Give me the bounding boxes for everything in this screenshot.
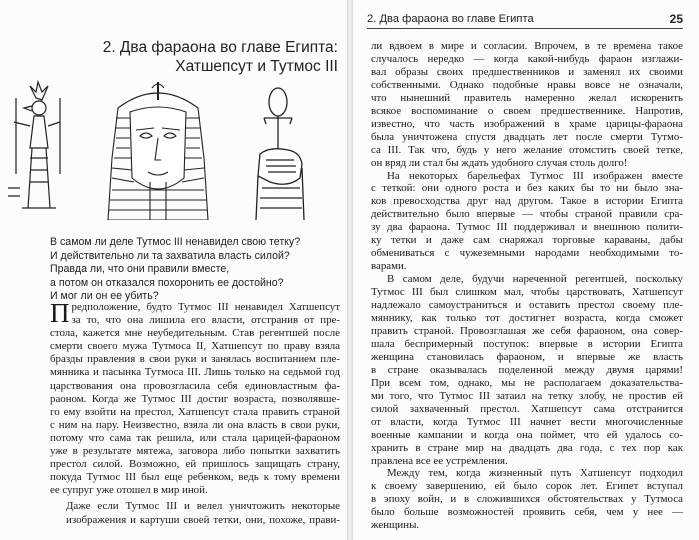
text-line: стола, кажется мне неубедительным. Став регентшей после (50, 327, 340, 340)
text-line: При всем том, однако, мы не располагаем доказательства- (371, 376, 683, 389)
text-line: раоном. Когда же Тутмос III достиг возраста, позволявше- (50, 392, 340, 405)
text-line: мяннику, как только тот достигнет возраста, когда сможет (371, 312, 683, 325)
text-line: редположение, будто Тутмос III ненавидел Хатшепсут (71, 301, 340, 313)
page-number: 25 (669, 12, 683, 26)
text-line: варами. (371, 260, 407, 273)
chapter-title-line1: 2. Два фараона во главе Египта: (102, 39, 338, 56)
left-body-text (50, 298, 340, 527)
text-line: зу два фараона. Тутмос III поддерживал и внешнюю полити- (371, 221, 683, 234)
text-line: обмениваться с чужеземными народами необходимыми то- (371, 247, 683, 260)
text-line: с ним на пару. Неизвестно, взяла ли она власть в свои руки, (50, 418, 340, 431)
text-line: силой захваченный престол. Хатшепсут сама отстранится (371, 402, 683, 415)
text-line: Между тем, когда жизненный путь Хатшепсут подходил (387, 467, 683, 480)
paragraph (371, 170, 683, 274)
text-line: случалось нередко — когда какой-нибудь фараон изглажи- (371, 52, 683, 65)
running-header (367, 12, 683, 29)
text-line: потому что сама так решила, или стала царицей-фараоном (50, 431, 340, 444)
text-line: военные кампании и когда она поймет, что ей удалось со- (371, 428, 683, 441)
text-line: надлежало самоустраниться и оставить престол своему пле- (371, 299, 683, 312)
text-line: вал образы своих предшественников и заменял их своими (371, 65, 683, 78)
text-line: престол силой. Возможно, ей пришлось защищать страну, (50, 458, 340, 471)
text-line: к своему завершению, ей было сорок лет. Египет вступал (371, 480, 683, 493)
text-line: го ему взойти на престол, Хатшепсут стала править страной (50, 405, 340, 418)
text-line: править страной. Провозглашая же себя фараоном, она совер- (371, 324, 683, 337)
drop-cap: П (50, 298, 70, 328)
paragraph (371, 40, 683, 170)
right-body-text (371, 40, 683, 532)
poem-line: И мог ли он ее убить? (50, 290, 159, 303)
egyptian-illustration (8, 78, 338, 220)
text-line: женщина становилась фараоном, и впервые же власть (371, 350, 683, 363)
ankh-hand-icon (256, 88, 304, 220)
text-line: ми того, что Тутмос III затаил на тетку злобу, не простив ей (371, 389, 683, 402)
text-line: смерти своего мужа Тутмоса II, Хатшепсут по праву взяла (50, 340, 340, 353)
text-line: он вряд ли стал бы ждать удобного случая столь долго! (371, 156, 628, 169)
text-line: царствования она провозгласила себя единовластным фа- (50, 379, 340, 392)
text-line: собственными. Однако подобные нравы вовсе не означали, (371, 78, 683, 91)
pharaoh-head-icon (108, 82, 208, 220)
horus-figure-icon (8, 82, 60, 208)
chapter-title-line2: Хатшепсут и Тутмос III (175, 58, 338, 75)
text-line: что нынешний правитель намеренно желал искоренить (371, 91, 683, 104)
right-page (353, 0, 699, 540)
paragraph (371, 273, 683, 467)
chapter-title (98, 38, 338, 76)
text-line: было больше возможностей проявить себя, чем у нее — (371, 506, 683, 519)
text-line: изображения и картуши своей тетки, они, похоже, прави- (66, 513, 340, 526)
poem-line: Правда ли, что они правили вместе, (50, 263, 230, 276)
epigraph-poem (50, 236, 340, 304)
text-line: ли вдвоем в мире и согласии. Впрочем, в те времена такое (371, 40, 683, 52)
text-line: В самом деле, будучи нареченной регентшей, поскольку (387, 273, 683, 286)
text-line: хранить в стране мир на двадцать два года, с тех пор как (371, 441, 683, 454)
poem-line: а потом он отказался похоронить ее достойно? (50, 276, 284, 289)
paragraph (50, 500, 340, 526)
text-line: в стране оказывалась поделенной между двумя царями! (371, 363, 683, 376)
text-line: всякое воспоминание о своем предшественнике. Напротив, (371, 104, 683, 117)
text-line: На некоторых барельефах Тутмос III изображен вместе (387, 169, 683, 182)
text-line: са III. Так что, будь у него желание отомстить своей тетке, (371, 143, 683, 156)
text-line: правлена все ее устремления. (371, 454, 508, 467)
text-line: за то, что она лишила его власти, отстранив от пре- (71, 314, 340, 327)
text-line: ков превосходства друг над другом. Такое в истории Египта (371, 195, 683, 208)
text-line: покуда Тутмос III был еще ребенком, ведь к тому времени (50, 471, 340, 484)
text-line: с теткой: они одного роста и без каких бы то ни было зна- (371, 182, 683, 195)
text-line: действительно было впервые — чтобы страной правили сра- (371, 208, 683, 221)
running-title: 2. Два фараона во главе Египта (367, 13, 534, 25)
text-line: уже в результате мятежа, заговора либо попытки захватить (50, 445, 340, 458)
text-line: шала беспримерный поступок: впервые в истории Египта (371, 337, 683, 350)
left-page (0, 0, 347, 540)
paragraph (50, 298, 340, 497)
text-line: бразды правления в свои руки и занялась воспитанием пле- (50, 353, 340, 366)
text-line: ее супруг уже отошел в мир иной. (50, 484, 208, 497)
text-line: известно, что часть изображений в храме царицы-фараона (371, 117, 683, 130)
poem-line: И действительно ли та захватила власть силой? (50, 249, 290, 262)
text-line: Даже если Тутмос III и велел уничтожить некоторые (66, 500, 340, 513)
text-line: от власти, когда Тутмос III начнет вести многочисленные (371, 415, 683, 428)
text-line: мянника и пасынка Тутмоса III. Лишь только на седьмой год (50, 366, 340, 379)
text-line: в эпоху войн, и в сложившихся обстоятельствах у Тутмоса (371, 493, 683, 506)
paragraph (371, 467, 683, 532)
text-line: ку тетки и даже сам снаряжал торговые караваны, дабы (371, 234, 683, 247)
text-line: была уничтожена спустя двадцать лет после смерти Тутмо- (371, 130, 683, 143)
text-line: Тутмос III был слишком мал, чтобы царствовать, Хатшепсут (371, 286, 683, 299)
text-line: женщины. (371, 519, 420, 532)
poem-line: В самом ли деле Тутмос III ненавидел свою тетку? (50, 236, 301, 248)
